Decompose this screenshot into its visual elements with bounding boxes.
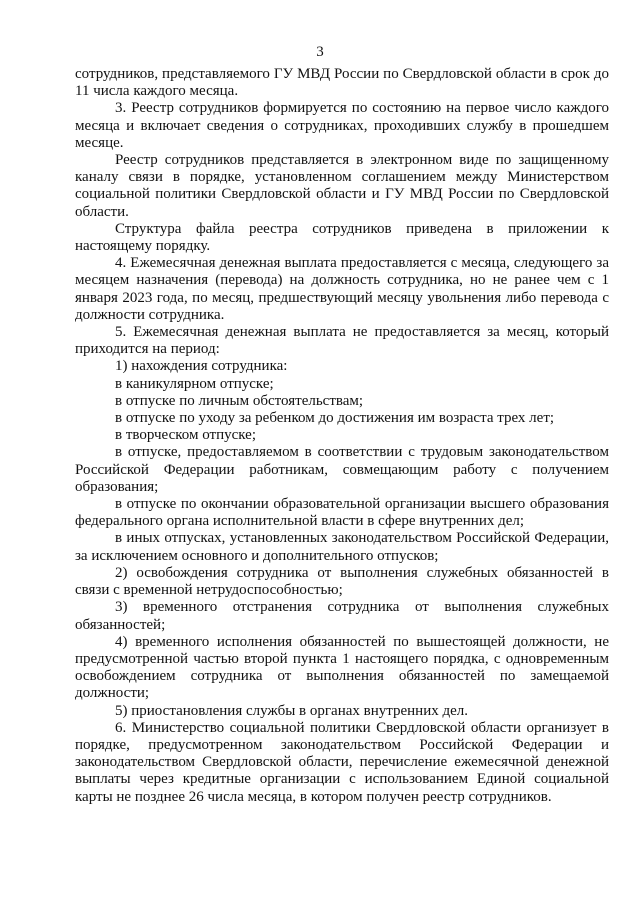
list-item: в отпуске по уходу за ребенком до достижения им возраста трех лет; <box>115 410 555 427</box>
list-item: в отпуске, предоставляемом в соответствии с трудовым законодательством Российской Федерации работникам, совмещающим работу с получением образования; <box>75 444 609 495</box>
list-item: в отпуске по окончании образовательной организации высшего образования федерального органа исполнительной власти в сфере внутренних дел; <box>75 496 609 530</box>
list-item: в творческом отпуске; <box>115 427 256 444</box>
list-item: 3) временного отстранения сотрудника от выполнения служебных обязанностей; <box>75 599 609 633</box>
paragraph: Реестр сотрудников представляется в электронном виде по защищенному каналу связи в порядке, установленном соглашением между Министерством социальной политики Свердловской области и ГУ МВД России по Свердловской области. <box>75 152 609 220</box>
paragraph: 5. Ежемесячная денежная выплата не предоставляется за месяц, который приходится на период: <box>75 324 609 358</box>
list-item: 2) освобождения сотрудника от выполнения служебных обязанностей в связи с временной нетрудоспособностью; <box>75 564 609 599</box>
list-item: 4) временного исполнения обязанностей по вышестоящей должности, не предусмотренной частью второй пункта 1 настоящего порядка, с одновременным освобождением сотрудника от выполнения обязанностей по замещаемой должности; <box>75 633 609 702</box>
document-body <box>75 66 609 806</box>
list-item: в каникулярном отпуске; <box>115 375 274 392</box>
list-item: в отпуске по личным обстоятельствам; <box>115 392 364 409</box>
list-item: 1) нахождения сотрудника: <box>115 358 288 375</box>
page-number: 3 <box>316 44 324 60</box>
paragraph: 6. Министерство социальной политики Свердловской области организует в порядке, предусмотренном законодательством Российской Федерации и законодательством Свердловской области, перечисление ежемесячной денежной выплаты через кредитные организации с использованием Единой социальной карты не позднее 26 числа месяца, в котором получен реестр сотрудников. <box>75 719 609 805</box>
paragraph: 4. Ежемесячная денежная выплата предоставляется с месяца, следующего за месяцем назначения (перевода) на должность сотрудника, но не ранее чем с 1 января 2023 года, по месяц, предшествующий месяцу увольнения либо перевода с должности сотрудника. <box>75 255 609 323</box>
list-item: в иных отпусках, установленных законодательством Российской Федерации, за исключением основного и дополнительного отпусков; <box>75 530 609 564</box>
paragraph: сотрудников, представляемого ГУ МВД России по Свердловской области в срок до 11 числа каждого месяца. <box>75 66 609 100</box>
paragraph: Структура файла реестра сотрудников приведена в приложении к настоящему порядку. <box>75 220 609 255</box>
list-item: 5) приостановления службы в органах внутренних дел. <box>115 702 468 719</box>
paragraph: 3. Реестр сотрудников формируется по состоянию на первое число каждого месяца и включает сведения о сотрудниках, проходивших службу в прошедшем месяце. <box>75 100 609 151</box>
